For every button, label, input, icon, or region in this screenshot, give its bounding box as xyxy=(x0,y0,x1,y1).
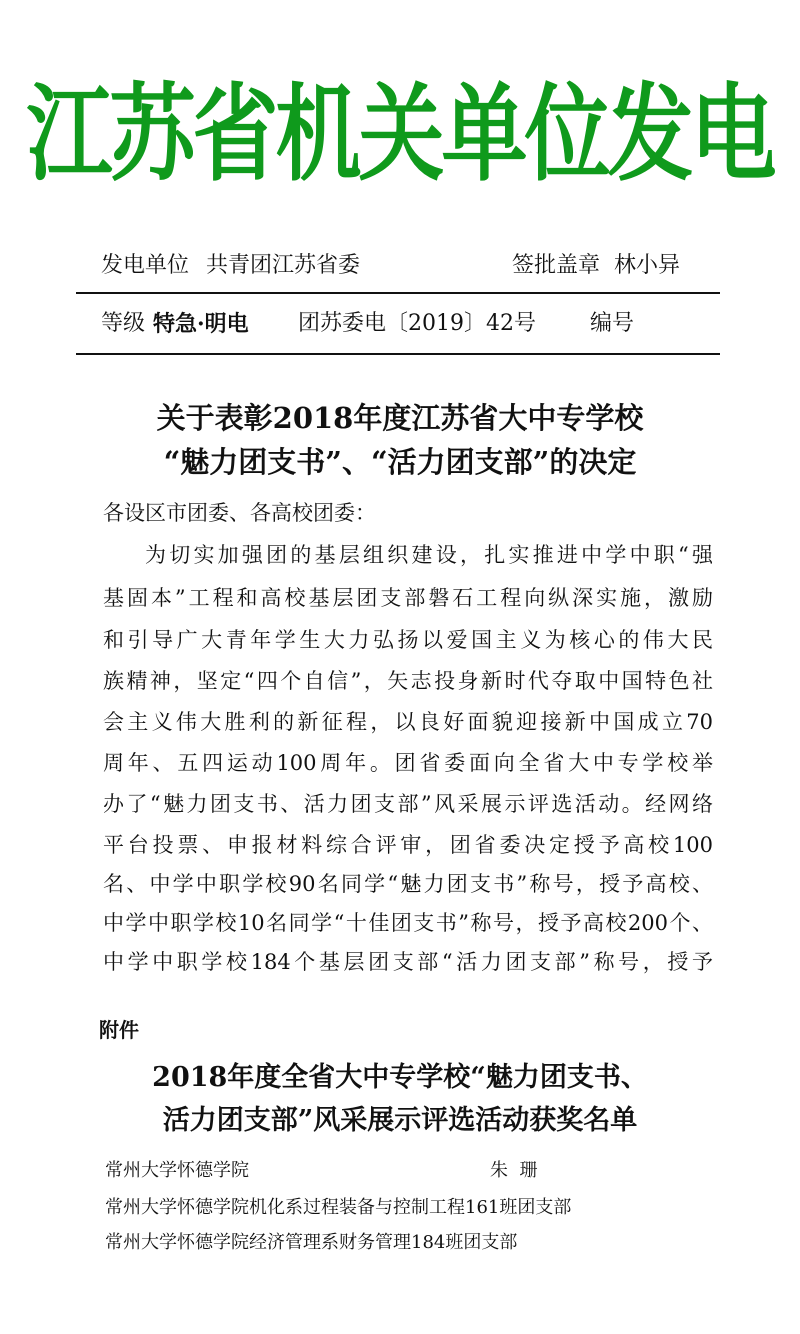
award-unit: 常州大学怀德学院经济管理系财务管理184班团支部 xyxy=(105,1232,518,1253)
body-line: 基固本”工程和高校基层团支部磐石工程向纵深实施，激励 xyxy=(103,586,713,610)
body-line: 名、中学中职学校90名同学“魅力团支书”称号，授予高校、 xyxy=(103,872,713,896)
serial-label: 编号 xyxy=(590,311,635,336)
salutation: 各设区市团委、各高校团委： xyxy=(103,501,376,525)
level-value: 特急·明电 xyxy=(153,311,249,337)
issuer-row xyxy=(76,240,720,292)
award-list-item xyxy=(105,1193,705,1223)
award-person: 朱 珊 xyxy=(490,1160,538,1181)
body-line: 周年、五四运动100周年。团省委面向全省大中专学校举 xyxy=(103,751,713,775)
body-line: 族精神，坚定“四个自信”，矢志投身新时代夺取中国特色社 xyxy=(103,669,713,693)
level-row xyxy=(76,298,720,350)
body-line: 中学中职学校184个基层团支部“活力团支部”称号，授予 xyxy=(103,950,713,974)
body-line: 为切实加强团的基层组织建设，扎实推进中学中职“强 xyxy=(145,543,713,567)
attachment-title-line2: 活力团支部”风采展示评选活动获奖名单 xyxy=(162,1105,638,1136)
document-title-line1: 关于表彰2018年度江苏省大中专学校 xyxy=(156,401,644,435)
award-list-item xyxy=(105,1228,705,1258)
signer-label: 签批盖章 xyxy=(512,253,601,278)
award-unit: 常州大学怀德学院 xyxy=(105,1160,249,1181)
document-title-line2: “魅力团支书”、“活力团支部”的决定 xyxy=(163,445,637,479)
award-unit: 常州大学怀德学院机化系过程装备与控制工程161班团支部 xyxy=(105,1197,572,1218)
attachment-title-line1: 2018年度全省大中专学校“魅力团支书、 xyxy=(152,1062,648,1093)
masthead-title: 江苏省机关单位发电 xyxy=(26,74,774,197)
body-line: 中学中职学校10名同学“十佳团支书”称号，授予高校200个、 xyxy=(103,911,713,935)
signer-value: 林小异 xyxy=(614,253,681,278)
issuer-label: 发电单位 xyxy=(101,253,190,278)
body-line: 办了“魅力团支书、活力团支部”风采展示评选活动。经网络 xyxy=(103,792,713,816)
award-list-item xyxy=(105,1156,705,1186)
header-divider-bottom xyxy=(76,353,720,355)
header-divider-top xyxy=(76,292,720,294)
body-line: 平台投票、申报材料综合评审，团省委决定授予高校100 xyxy=(103,833,713,857)
document-number: 团苏委电〔2019〕42号 xyxy=(298,311,536,336)
issuer-value: 共青团江苏省委 xyxy=(206,253,361,278)
level-label: 等级 xyxy=(101,311,146,336)
attachment-label: 附件 xyxy=(99,1018,139,1042)
body-line: 会主义伟大胜利的新征程，以良好面貌迎接新中国成立70 xyxy=(103,710,713,734)
body-line: 和引导广大青年学生大力弘扬以爱国主义为核心的伟大民 xyxy=(103,628,713,652)
